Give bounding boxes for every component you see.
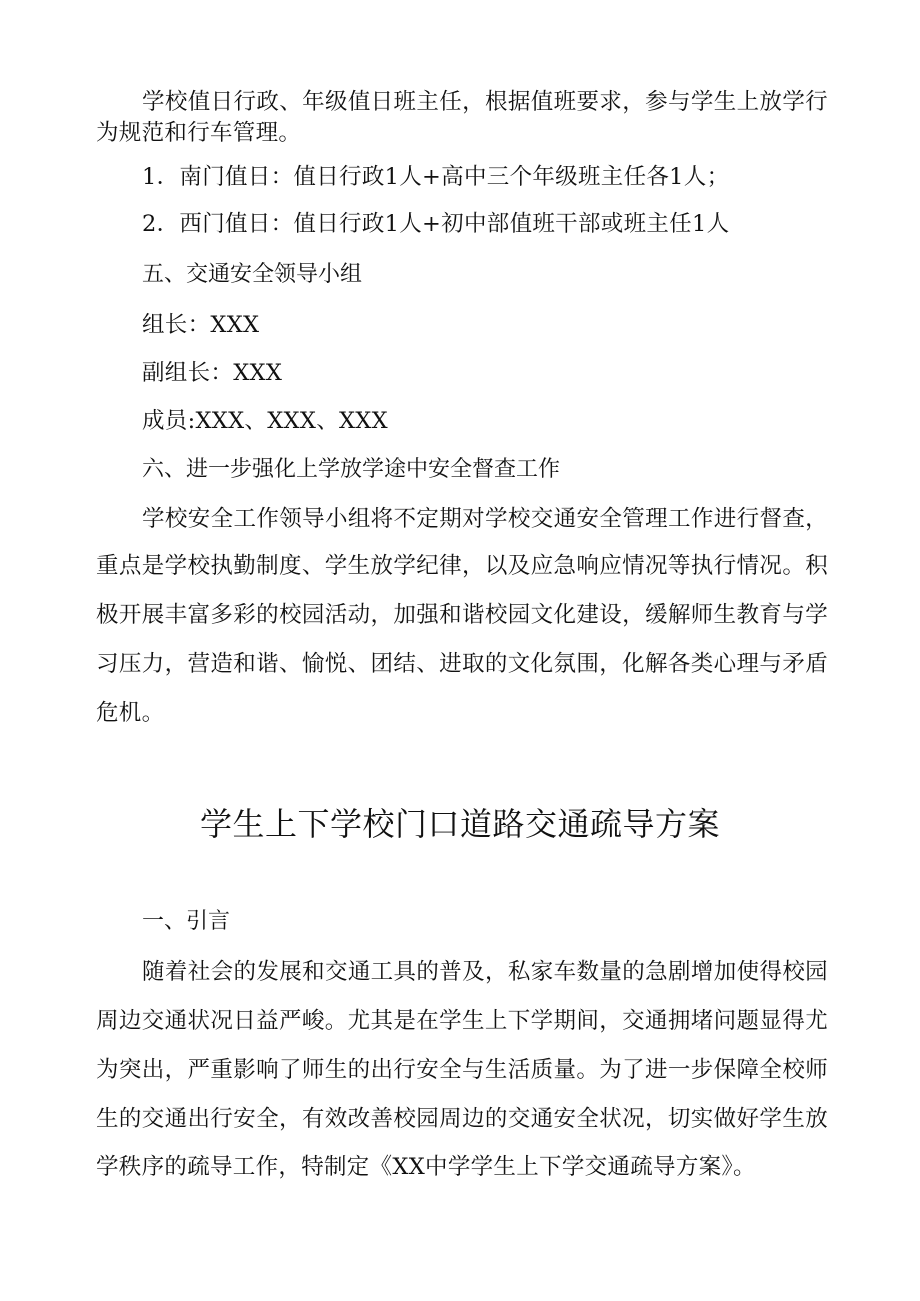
group-members: 成员:XXX、XXX、XXX — [142, 408, 388, 434]
duty-paragraph-line-1: 学校值日行政、年级值日班主任，根据值班要求，参与学生上放学行 — [142, 89, 828, 115]
intro-paragraph-line-1: 随着社会的发展和交通工具的普及，私家车数量的急剧增加使得校园 — [142, 959, 828, 985]
section-6-heading: 六、进一步强化上学放学途中安全督查工作 — [142, 457, 561, 482]
duty-paragraph-line-2: 为规范和行车管理。 — [96, 120, 302, 146]
section-6-paragraph-line-5: 危机。 — [96, 700, 165, 726]
section-6-paragraph-line-2: 重点是学校执勤制度、学生放学纪律，以及应急响应情况等执行情况。积 — [96, 553, 828, 579]
section-6-paragraph-line-3: 极开展丰富多彩的校园活动，加强和谐校园文化建设，缓解师生教育与学 — [96, 602, 828, 628]
section-6-paragraph-line-4: 习压力，营造和谐、愉悦、团结、进取的文化氛围，化解各类心理与矛盾 — [96, 651, 828, 677]
group-deputy-leader: 副组长：XXX — [142, 360, 283, 386]
intro-paragraph-line-5: 学秩序的疏导工作，特制定《XX中学学生上下学交通疏导方案》。 — [96, 1154, 756, 1180]
duty-item-west-gate: 2．西门值日：值日行政1人+初中部值班干部或班主任1人 — [142, 211, 730, 237]
duty-item-south-gate: 1．南门值日：值日行政1人+高中三个年级班主任各1人； — [142, 164, 730, 190]
section-6-paragraph-line-1: 学校安全工作领导小组将不定期对学校交通安全管理工作进行督查， — [142, 506, 828, 532]
intro-heading: 一、引言 — [142, 909, 231, 934]
section-5-heading: 五、交通安全领导小组 — [142, 262, 363, 287]
group-leader: 组长：XXX — [142, 312, 260, 338]
intro-paragraph-line-2: 周边交通状况日益严峻。尤其是在学生上下学期间，交通拥堵问题显得尤 — [96, 1008, 828, 1034]
intro-paragraph-line-3: 为突出，严重影响了师生的出行安全与生活质量。为了进一步保障全校师 — [96, 1057, 828, 1083]
document-title: 学生上下学校门口道路交通疏导方案 — [199, 805, 720, 843]
intro-paragraph-line-4: 生的交通出行安全，有效改善校园周边的交通安全状况，切实做好学生放 — [96, 1106, 828, 1132]
